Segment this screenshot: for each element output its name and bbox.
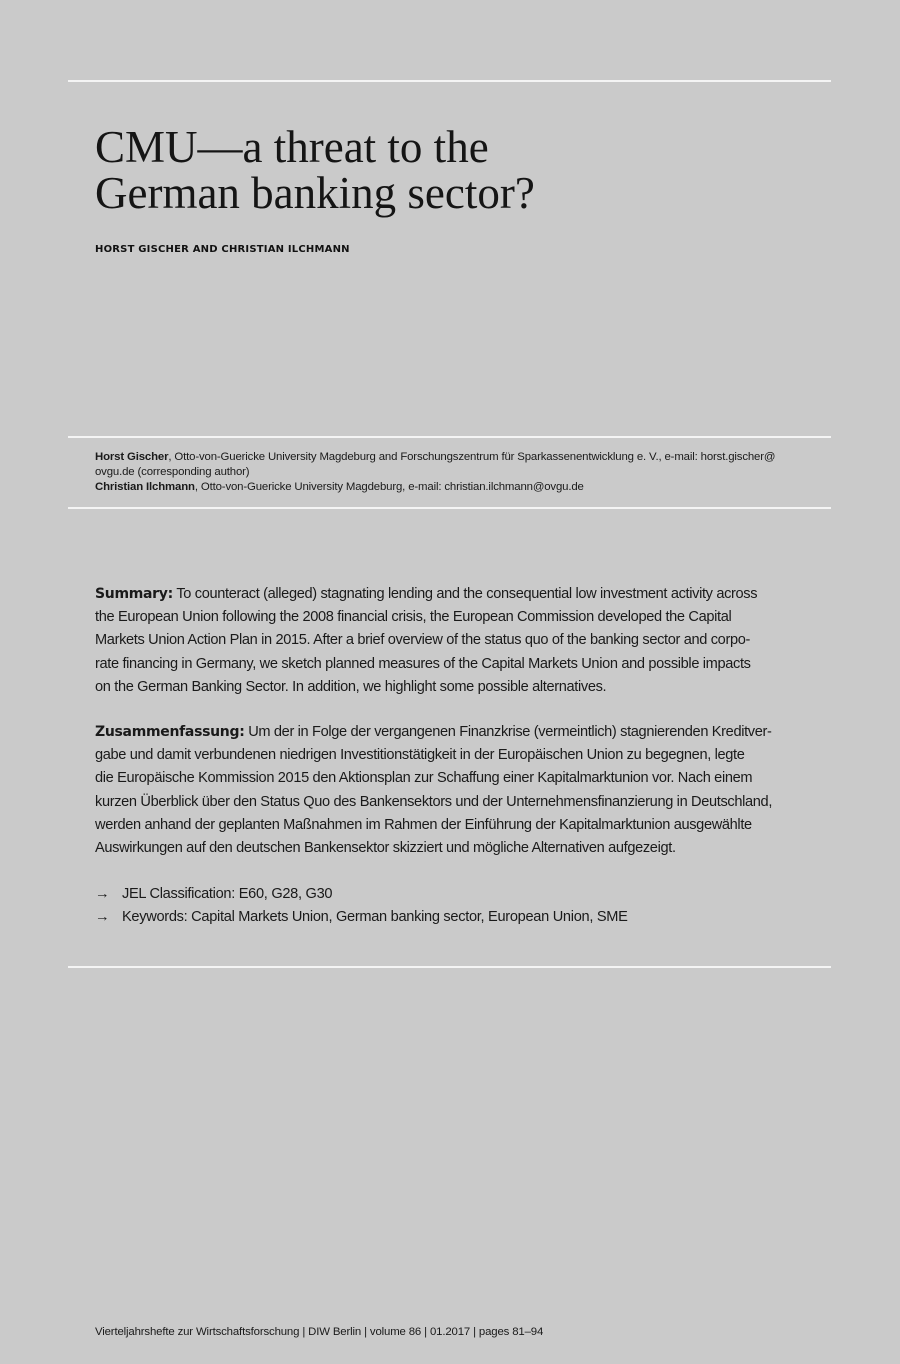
author-affiliations: [95, 450, 807, 495]
keywords: [95, 906, 628, 929]
abstract-line: die Europäische Kommission 2015 den Aktionsplan zur Schaffung einer Kapitalmarktunion vor. Nach einem: [95, 770, 753, 787]
abstract-line: werden anhand der geplanten Maßnahmen im Rahmen der Einführung der Kapitalmarktunion ausgewählte: [95, 816, 752, 833]
abstract-line: the European Union following the 2008 financial crisis, the European Commission developed the Capital: [95, 609, 732, 626]
summary-label: Summary:: [95, 586, 173, 602]
affiliation-author-name: Christian Ilchmann: [95, 481, 195, 493]
german-abstract: [95, 721, 807, 860]
summary-abstract: [95, 583, 807, 699]
affiliation-top-divider: [68, 436, 831, 438]
title-line-2: German banking sector?: [95, 168, 535, 218]
abstract-text: To counteract (alleged) stagnating lending and the consequential low investment activity across: [172, 586, 758, 602]
jel-classification: [95, 883, 628, 906]
affiliation-line: [95, 480, 807, 495]
abstract-line: Auswirkungen auf den deutschen Bankensektor skizziert und mögliche Alternativen aufgezeigt.: [95, 840, 676, 857]
abstract-line: gabe und damit verbundenen niedrigen Investitionstätigkeit in der Europäischen Union zu begegnen, legte: [95, 747, 745, 764]
affiliation-line: ovgu.de (corresponding author): [95, 466, 250, 478]
article-title: [95, 124, 815, 216]
zusammenfassung-label: Zusammenfassung:: [95, 724, 245, 740]
abstract-line: on the German Banking Sector. In addition, we highlight some possible alternatives.: [95, 678, 607, 695]
abstract-line: kurzen Überblick über den Status Quo des Bankensektors und der Unternehmensfinanzierung in Deutschland,: [95, 793, 773, 810]
abstract-text: Um der in Folge der vergangenen Finanzkrise (vermeintlich) stagnierenden Kreditver-: [244, 724, 772, 740]
title-line-1: CMU—a threat to the: [95, 122, 489, 172]
abstract-line: Markets Union Action Plan in 2015. After a brief overview of the status quo of the banking sector and corpo-: [95, 632, 750, 649]
affiliation-bottom-divider: [68, 507, 831, 509]
author-byline: HORST GISCHER AND CHRISTIAN ILCHMANN: [95, 244, 350, 255]
arrow-right-icon: →: [95, 909, 110, 926]
affiliation-line: [95, 450, 807, 465]
bottom-divider: [68, 966, 831, 968]
abstract-line: [95, 583, 807, 606]
abstract-line: rate financing in Germany, we sketch planned measures of the Capital Markets Union and possible impacts: [95, 655, 751, 672]
affiliation-author-name: Horst Gischer: [95, 451, 169, 463]
jel-text: JEL Classification: E60, G28, G30: [122, 886, 333, 902]
keywords-text: Keywords: Capital Markets Union, German banking sector, European Union, SME: [122, 909, 628, 926]
arrow-right-icon: →: [95, 886, 110, 902]
affiliation-text: , Otto-von-Guericke University Magdeburg and Forschungszentrum für Sparkassenentwicklung e. V., e-mail: horst.gischer@: [168, 451, 776, 463]
abstract-line: [95, 721, 807, 744]
affiliation-text: , Otto-von-Guericke University Magdeburg, e-mail: christian.ilchmann@ovgu.de: [194, 481, 584, 493]
journal-footer: Vierteljahrshefte zur Wirtschaftsforschung | DIW Berlin | volume 86 | 01.2017 | pages 81–94: [95, 1326, 544, 1338]
classification-list: [95, 883, 628, 929]
top-divider: [68, 80, 831, 82]
